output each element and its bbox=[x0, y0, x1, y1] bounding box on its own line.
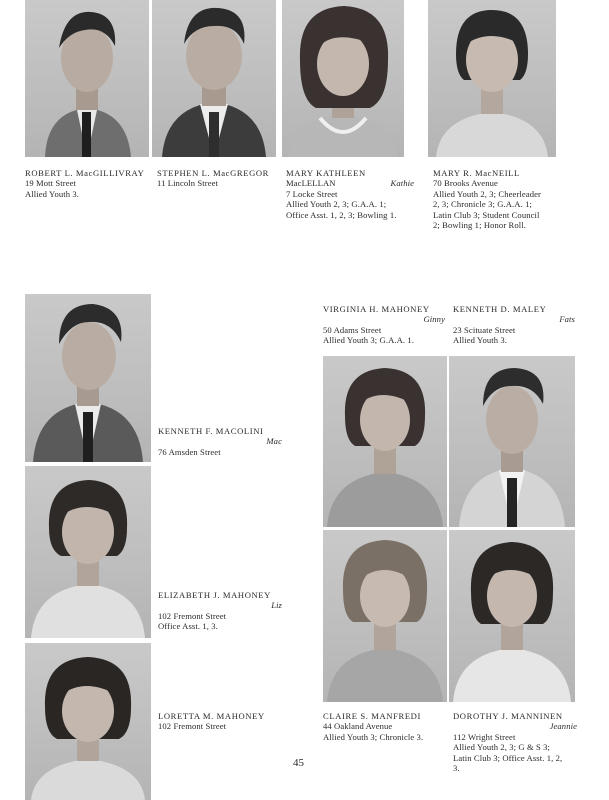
student-name: KENNETH D. MALEY bbox=[453, 304, 547, 314]
student-detail: 7 Locke Street bbox=[286, 188, 338, 199]
caption-maclellan bbox=[286, 168, 414, 220]
student-detail: Allied Youth 3. bbox=[25, 188, 80, 199]
portrait-photo-mahoney-e bbox=[25, 466, 151, 638]
portrait-boy-icon bbox=[449, 356, 575, 527]
student-detail: Office Asst. 1, 2, 3; Bowling 1. bbox=[286, 209, 397, 220]
caption-macgregor bbox=[157, 168, 281, 189]
student-detail: Allied Youth 3; Chronicle 3. bbox=[323, 731, 424, 742]
portrait-boy-icon bbox=[25, 0, 149, 157]
caption-maley bbox=[453, 304, 575, 346]
student-name: MARY R. MacNEILL bbox=[433, 168, 520, 178]
student-name: KENNETH F. MACOLINI bbox=[158, 426, 264, 436]
portrait-photo-macgregor bbox=[152, 0, 276, 157]
student-detail: Allied Youth 2, 3; G.A.A. 1; bbox=[286, 199, 387, 210]
student-name: STEPHEN L. MacGREGOR bbox=[157, 168, 270, 178]
student-name: ROBERT L. MacGILLIVRAY bbox=[25, 168, 145, 178]
caption-manninen bbox=[453, 711, 577, 773]
portrait-photo-manfredi bbox=[323, 530, 447, 702]
student-detail: Allied Youth 3; G.A.A. 1. bbox=[323, 335, 415, 346]
student-detail: 2, 3; Chronicle 3; G.A.A. 1; bbox=[433, 199, 532, 210]
caption-macgillivray bbox=[25, 168, 149, 199]
student-name: LORETTA M. MAHONEY bbox=[158, 711, 265, 721]
student-detail: Latin Club 3; Student Council bbox=[433, 209, 540, 220]
student-nickname: Fats bbox=[559, 314, 575, 325]
student-name: MARY KATHLEEN bbox=[286, 168, 366, 178]
student-detail: Latin Club 3; Office Asst. 1, 2, bbox=[453, 752, 563, 763]
portrait-photo-manninen bbox=[449, 530, 575, 702]
student-name: DOROTHY J. MANNINEN bbox=[453, 711, 563, 721]
caption-mahoney-e bbox=[158, 590, 282, 632]
student-name: VIRGINIA H. MAHONEY bbox=[323, 304, 430, 314]
portrait-boy-icon bbox=[25, 294, 151, 462]
student-detail: 112 Wright Street bbox=[453, 731, 516, 742]
student-nickname: Jeannie bbox=[549, 721, 577, 732]
student-detail: 102 Fremont Street bbox=[158, 721, 227, 732]
caption-macneill bbox=[433, 168, 563, 230]
portrait-girl-icon bbox=[428, 0, 556, 157]
portrait-girl-icon bbox=[323, 530, 447, 702]
student-name: ELIZABETH J. MAHONEY bbox=[158, 590, 271, 600]
student-detail: 70 Brooks Avenue bbox=[433, 178, 498, 189]
student-detail: 44 Oakland Avenue bbox=[323, 721, 393, 732]
portrait-photo-mahoney-v bbox=[323, 356, 447, 527]
caption-mahoney-v bbox=[323, 304, 445, 346]
student-nickname: Mac bbox=[266, 436, 282, 447]
caption-macolini bbox=[158, 426, 282, 457]
student-detail: 19 Mott Street bbox=[25, 178, 77, 189]
student-detail: 76 Amsden Street bbox=[158, 446, 221, 457]
caption-manfredi bbox=[323, 711, 449, 742]
portrait-boy-icon bbox=[152, 0, 276, 157]
portrait-girl-icon bbox=[25, 643, 151, 800]
student-nickname: Ginny bbox=[423, 314, 445, 325]
portrait-photo-maley bbox=[449, 356, 575, 527]
student-detail: 50 Adams Street bbox=[323, 324, 382, 335]
student-detail: 102 Fremont Street bbox=[158, 610, 227, 621]
student-name-line2: MacLELLAN bbox=[286, 178, 336, 189]
student-detail: 3. bbox=[453, 763, 460, 774]
student-detail: 2; Bowling 1; Honor Roll. bbox=[433, 220, 526, 231]
student-detail: 23 Scituate Street bbox=[453, 324, 516, 335]
portrait-photo-maclellan bbox=[282, 0, 404, 157]
student-detail: 11 Lincoln Street bbox=[157, 178, 219, 189]
portrait-photo-macneill bbox=[428, 0, 556, 157]
portrait-girl-icon bbox=[282, 0, 404, 157]
portrait-girl-icon bbox=[449, 530, 575, 702]
caption-mahoney-l bbox=[158, 711, 282, 732]
portrait-photo-mahoney-l bbox=[25, 643, 151, 800]
student-nickname: Liz bbox=[271, 600, 282, 611]
portrait-photo-macgillivray bbox=[25, 0, 149, 157]
page-number: 45 bbox=[293, 757, 304, 769]
student-detail: Allied Youth 2, 3; Cheerleader bbox=[433, 188, 542, 199]
portrait-girl-icon bbox=[323, 356, 447, 527]
student-nickname: Kathie bbox=[390, 178, 414, 189]
student-detail: Office Asst. 1, 3. bbox=[158, 621, 218, 632]
student-name: CLAIRE S. MANFREDI bbox=[323, 711, 421, 721]
student-detail: Allied Youth 3. bbox=[453, 335, 508, 346]
portrait-photo-macolini bbox=[25, 294, 151, 462]
student-detail: Allied Youth 2, 3; G & S 3; bbox=[453, 742, 551, 753]
portrait-girl-icon bbox=[25, 466, 151, 638]
